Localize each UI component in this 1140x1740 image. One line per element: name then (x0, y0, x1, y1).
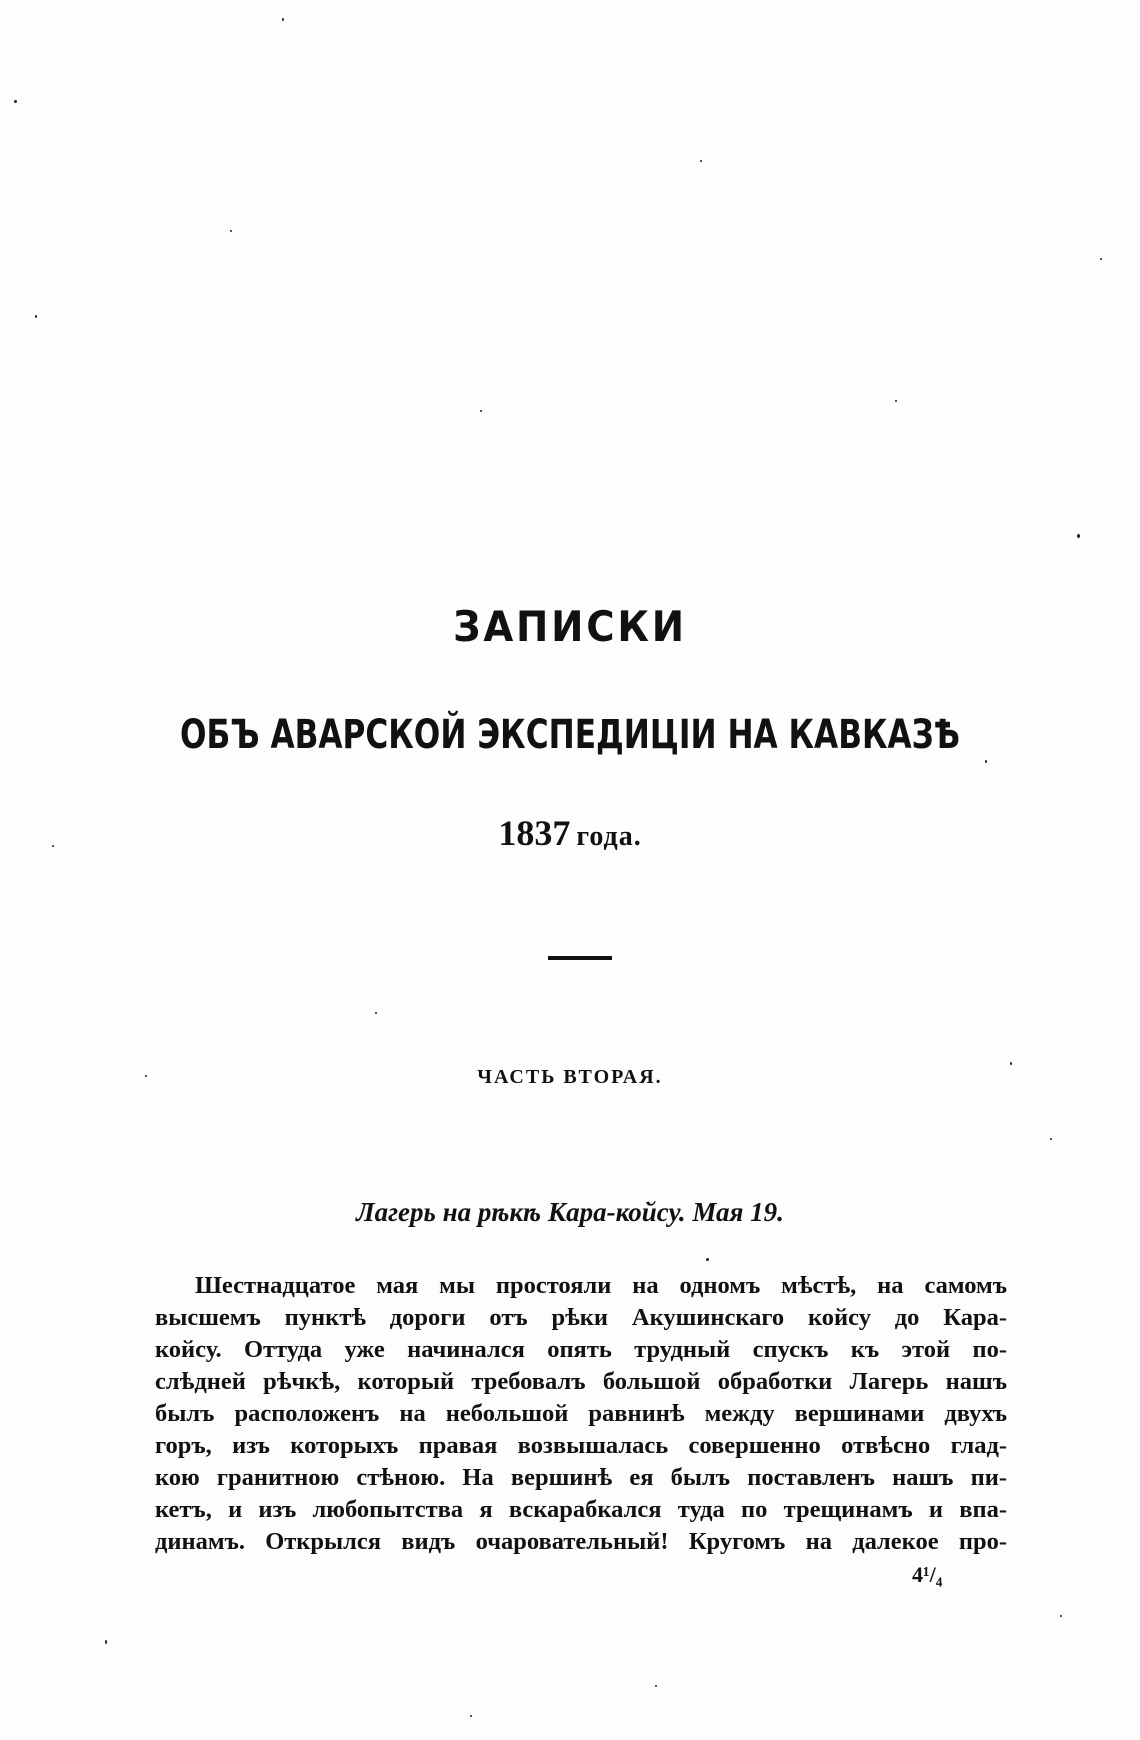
body-line: высшемъ пунктѣ дороги отъ рѣки Акушинскаго койсу до Кара- (155, 1304, 1007, 1331)
document-subtitle: ОБЪ АВАРСКОЙ ЭКСПЕДИЦІИ НА КАВКАЗѢ (179, 712, 961, 758)
section-heading: Лагерь на рѣкѣ Кара-койсу. Мая 19. (356, 1197, 784, 1227)
print-speck (1077, 534, 1080, 538)
print-speck (1100, 258, 1102, 260)
print-speck (105, 1640, 107, 1644)
print-speck (14, 100, 17, 103)
print-speck (706, 1258, 709, 1261)
print-speck (375, 1012, 377, 1014)
print-speck (35, 315, 37, 318)
year-number: 1837 (498, 813, 571, 853)
body-line: динамъ. Открылся видъ очаровательный! Кругомъ на далекое про- (155, 1528, 1007, 1555)
print-speck (282, 18, 284, 21)
body-line: кетъ, и изъ любопытства я вскарабкался туда по трещинамъ и впа- (155, 1496, 1007, 1523)
print-speck (1010, 1062, 1012, 1065)
title-divider (548, 956, 612, 960)
body-line: Шестнадцатое мая мы простояли на одномъ мѣстѣ, на самомъ (195, 1272, 1007, 1299)
body-line: кою гранитною стѣною. На вершинѣ ея былъ поставленъ нашъ пи- (155, 1464, 1007, 1491)
body-line: слѣдней рѣчкѣ, который требовалъ большой обработки Лагерь нашъ (155, 1368, 1007, 1395)
body-paragraph (155, 1270, 1007, 1558)
print-speck (895, 400, 897, 402)
body-line: горъ, изъ которыхъ правая возвышалась совершенно отвѣсно глад- (155, 1432, 1007, 1459)
print-speck (700, 160, 702, 162)
signature-mark: 4¹/₄ (912, 1562, 943, 1587)
document-title: ЗАПИСКИ (453, 602, 687, 651)
print-speck (655, 1685, 657, 1687)
body-line: койсу. Оттуда уже начинался опять трудный спускъ къ этой по- (155, 1336, 1007, 1363)
print-speck (470, 1715, 472, 1717)
print-speck (1060, 1615, 1062, 1617)
print-speck (985, 760, 987, 763)
part-heading: ЧАСТЬ ВТОРАЯ. (477, 1066, 663, 1088)
print-speck (230, 230, 232, 232)
body-line: былъ расположенъ на небольшой равнинѣ между вершинами двухъ (155, 1400, 1007, 1427)
print-speck (480, 410, 482, 412)
year-word: года. (576, 821, 642, 852)
print-speck (1050, 1138, 1052, 1140)
document-year (0, 812, 1140, 854)
